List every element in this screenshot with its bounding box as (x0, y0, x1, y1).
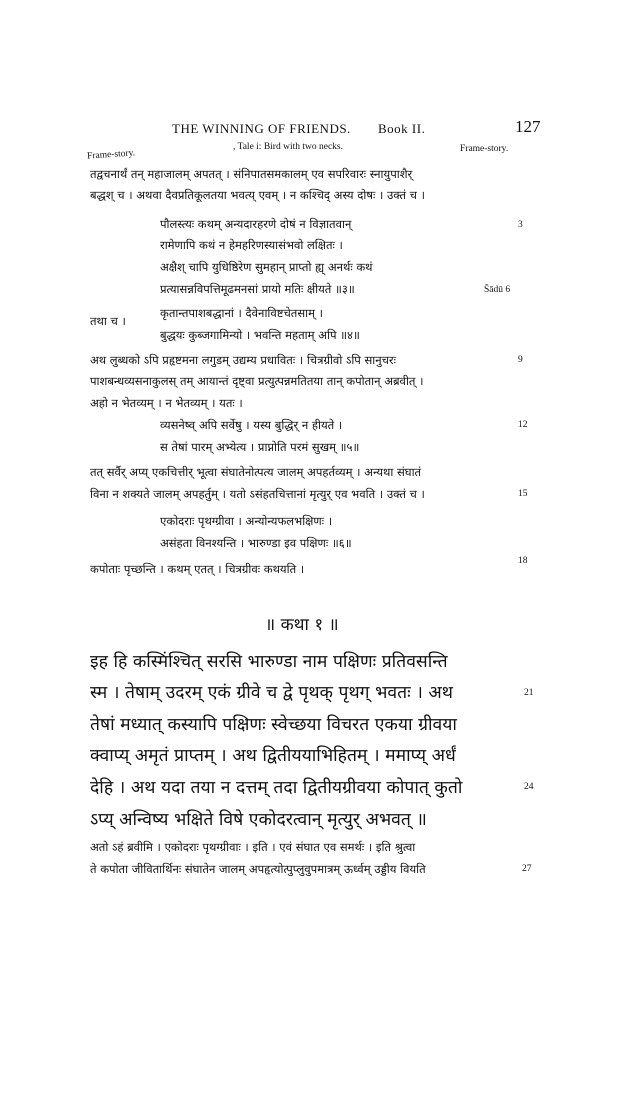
prose-line: अथ लुब्धको ऽपि प्रहृष्टमना लगुडम् उद्यम्य प्रधावितः । चित्रग्रीवो ऽपि सानुचरः (90, 353, 396, 367)
verse-line: अक्षैश् चापि युधिष्ठिरेण सुमहान् प्राप्तो ह्य् अनर्थः कथं (160, 260, 373, 274)
verse-line: पौलस्त्यः कथम् अन्यदारहरणे दोषं न विज्ञातवान् (160, 217, 352, 231)
verse-line: व्यसनेष्व् अपि सर्वेषु । यस्य बुद्धिर् न हीयते । (160, 418, 343, 432)
verse-line: कृतान्तपाशबद्धानां । दैवेनाविष्टचेतसाम् । (160, 306, 324, 320)
line-number: 3 (518, 220, 523, 230)
left-margin-label: Frame-story. (86, 148, 136, 162)
prose-line: अहो न भेतव्यम् । न भेतव्यम् । यतः । (90, 396, 243, 410)
page-number: 127 (515, 117, 541, 136)
prose-line: कपोताः पृच्छन्ति । कथम् एतत् । चित्रग्रीवः कथयति । (90, 562, 305, 576)
verse-line: बुद्धयः कुब्जगामिन्यो । भवन्ति महताम् अपि ॥४॥ (160, 328, 360, 342)
prose-line: तत् सर्वैर् अप्य् एकचित्तीर् भूत्वा संघातेनोत्पत्य जालम् अपहर्तव्यम् । अन्यथा संघातं (90, 465, 422, 479)
tale-label: , Tale i: Bird with two necks. (233, 142, 343, 152)
prose-line: पाशबन्धव्यसनाकुलस् तम् आयान्तं दृष्ट्वा प्रत्युत्पन्नमतितया तान् कपोतान् अब्रवीत् । (90, 374, 424, 388)
prose-line: तद्वचनार्थं तन् महाजालम् अपतत् । संनिपातसमकालम् एव सपरिवारः स्नायुपाशैर् (90, 167, 413, 181)
running-title: THE WINNING OF FRIENDS. (172, 121, 351, 136)
verse-line: एकोदराः पृथग्ग्रीवा । अन्योन्यफलभक्षिणः । (160, 514, 333, 528)
story-line: स्म । तेषाम् उदरम् एकं ग्रीवे च द्वे पृथक् पृथग् भवतः । अथ (90, 683, 453, 703)
verse-line: स तेषां पारम् अभ्येत्य । प्राप्नोति परमं सुखम् ॥५॥ (160, 440, 360, 454)
prose-line: अतो ऽहं ब्रवीमि । एकोदराः पृथग्ग्रीवाः । इति । एवं संघात एव समर्थः । इति श्रुत्वा (90, 840, 416, 854)
story-line: ऽप्य् अन्विष्य भक्षिते विषे एकोदरत्वान् मृत्युर् अभवत् ॥ (90, 810, 427, 830)
book-label: Book II. (378, 121, 426, 136)
right-margin-label: Frame-story. (460, 144, 509, 154)
prose-line: ते कपोता जीवितार्थिनः संघातेन जालम् अपहृत्योत्पुप्लुवुपमात्रम् ऊर्ध्वम् उड्डीय वियति (90, 862, 426, 876)
line-number: 12 (518, 420, 528, 430)
line-number: 21 (524, 688, 534, 698)
prose-line: बद्धश् च । अथवा दैवप्रतिकूलतया भवत्य् एवम् । न कश्चिद् अस्य दोषः । उक्तं च । (90, 188, 425, 202)
story-line: क्वाप्य् अमृतं प्राप्तम् । अथ द्वितीययाभिहितम् । ममाप्य् अर्धं (90, 746, 456, 766)
verse-lead: तथा च । (90, 314, 126, 328)
verse-line: असंहता विनश्यन्ति । भारुण्डा इव पक्षिणः ॥६॥ (160, 536, 352, 550)
verse-line: प्रत्यासन्नविपत्तिमूढमनसां प्रायो मतिः क्षीयते ॥३॥ (160, 282, 355, 296)
verse-line: रामेणापि कथं न हेमहरिणस्यासंभवो लक्षितः । (160, 238, 343, 252)
line-number: 27 (522, 864, 532, 874)
story-line: तेषां मध्यात् कस्यापि पक्षिणः स्वेच्छया विचरत एकया ग्रीवया (90, 715, 457, 735)
story-line: देहि । अथ यदा तया न दत्तम् तदा द्वितीयग्रीवया कोपात् कुतो (90, 778, 463, 798)
prose-line: विना न शक्यते जालम् अपहर्तुम् । यतो ऽसंहतचित्तानां मृत्युर् एव भवति । उक्तं च । (90, 487, 425, 501)
line-number: 24 (524, 782, 534, 792)
source-tag: S̄ādū 6 (484, 285, 511, 295)
line-number: 18 (518, 556, 528, 566)
line-number: 9 (518, 355, 523, 365)
story-line: इह हि कस्मिंश्चित् सरसि भारुण्डा नाम पक्षिणः प्रतिवसन्ति (90, 652, 448, 672)
line-number: 15 (518, 489, 528, 499)
story-title: ॥ कथा १ ॥ (265, 615, 339, 635)
